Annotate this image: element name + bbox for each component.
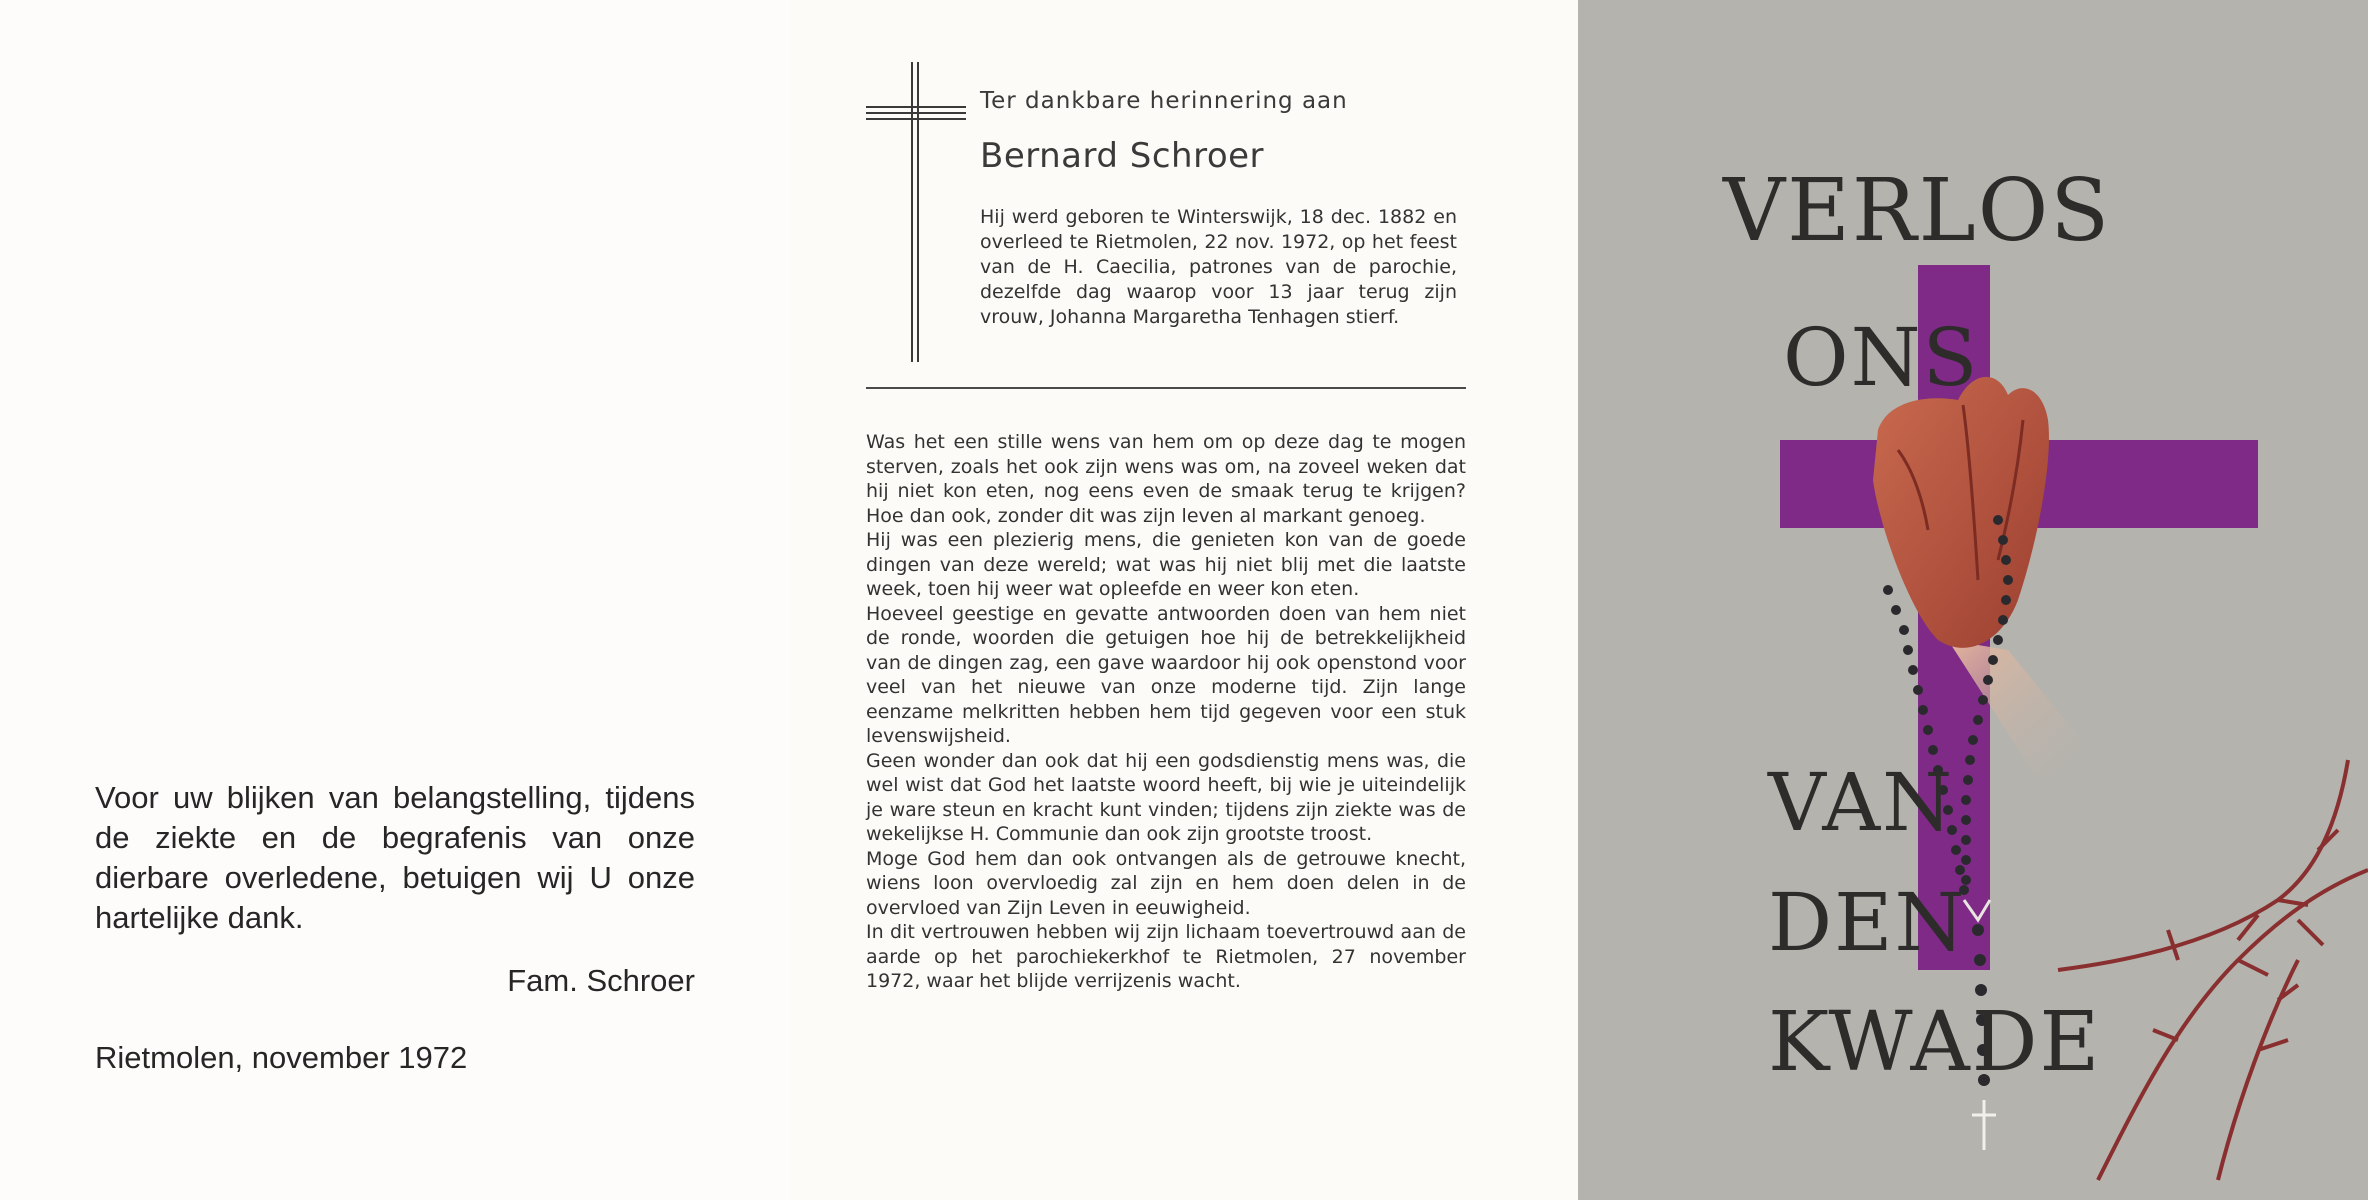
cross-icon	[866, 62, 966, 370]
title-line-5: KWADE	[1768, 995, 2102, 1090]
place-date: Rietmolen, november 1972	[95, 1040, 468, 1075]
paragraph: In dit vertrouwen hebben wij zijn lichaam toevertrouwd aan de aarde op het parochiekerkhof te Rietmolen, 27 november 1972, waar het blijde verrijzenis wacht.	[866, 921, 1466, 992]
left-panel	[0, 0, 790, 1200]
biography: Hij werd geboren te Winterswijk, 18 dec. 1882 en overleed te Rietmolen, 22 nov. 1972, op het feest van de H. Caecilia, patrones van de parochie, dezelfde dag waarop voor 13 jaar terug zijn vrouw, Johanna Margaretha Tenhagen stierf.	[980, 206, 1457, 328]
paragraph: Moge God hem dan ook ontvangen als de getrouwe knecht, wiens loon overvloedig zal zijn en hem doen delen in de overvloed van Zijn Leven in eeuwigheid.	[866, 847, 1466, 919]
intro-line: Ter dankbare herinnering aan	[980, 88, 1348, 114]
thanks-text: Voor uw blijken van belangstelling, tijdens de ziekte en de begrafenis van onze dierbare overledene, betuigen wij U onze hartelijke dank.	[95, 780, 695, 935]
paragraph: Was het een stille wens van hem om op deze dag te mogen sterven, zoals het ook zijn wens was om, na zoveel weken dat hij niet kon eten, nog eens even de smaak terug te krijgen? Hoe dan ook, zonder dit was zijn leven al markant genoeg.	[866, 431, 1466, 527]
paragraph: Geen wonder dan ook dat hij een godsdienstig mens was, die wel wist dat God het laatste woord heeft, bij wie je uiteindelijk je ware steun en kracht kunt vinden; tijdens zijn ziekte was de wekelijkse H. Communie dan ook zijn grootste troost.	[866, 749, 1466, 845]
paragraph: Hij was een plezierig mens, die genieten kon van de goede dingen van deze wereld; wat was hij niet blij met die laatste week, toen hij weer wat opleefde en weer kon eten.	[866, 529, 1466, 600]
title-line-3: VAN	[1768, 756, 1955, 849]
cover-artwork	[1578, 0, 2368, 1200]
card-cover	[1578, 0, 2368, 1200]
paragraph: Hoeveel geestige en gevatte antwoorden doen van hem niet de ronde, woorden die getuigen hoe hij de betrekkelijkheid van de dingen zag, een gave waardoor hij ook openstond voor veel van het nieuwe van onze moderne tijd. Zijn lange eenzame melkritten hebben hem tijd gegeven voor een stuk levenswijsheid.	[866, 602, 1466, 747]
title-line-2: ONS	[1783, 311, 1980, 404]
title-line-4: DEN	[1768, 876, 1967, 969]
family-signature: Fam. Schroer	[507, 963, 695, 998]
memorial-text	[866, 430, 1466, 994]
divider	[866, 387, 1466, 389]
middle-panel	[790, 0, 1578, 1200]
title-line-1: VERLOS	[1723, 161, 2112, 261]
deceased-name: Bernard Schroer	[980, 136, 1265, 176]
